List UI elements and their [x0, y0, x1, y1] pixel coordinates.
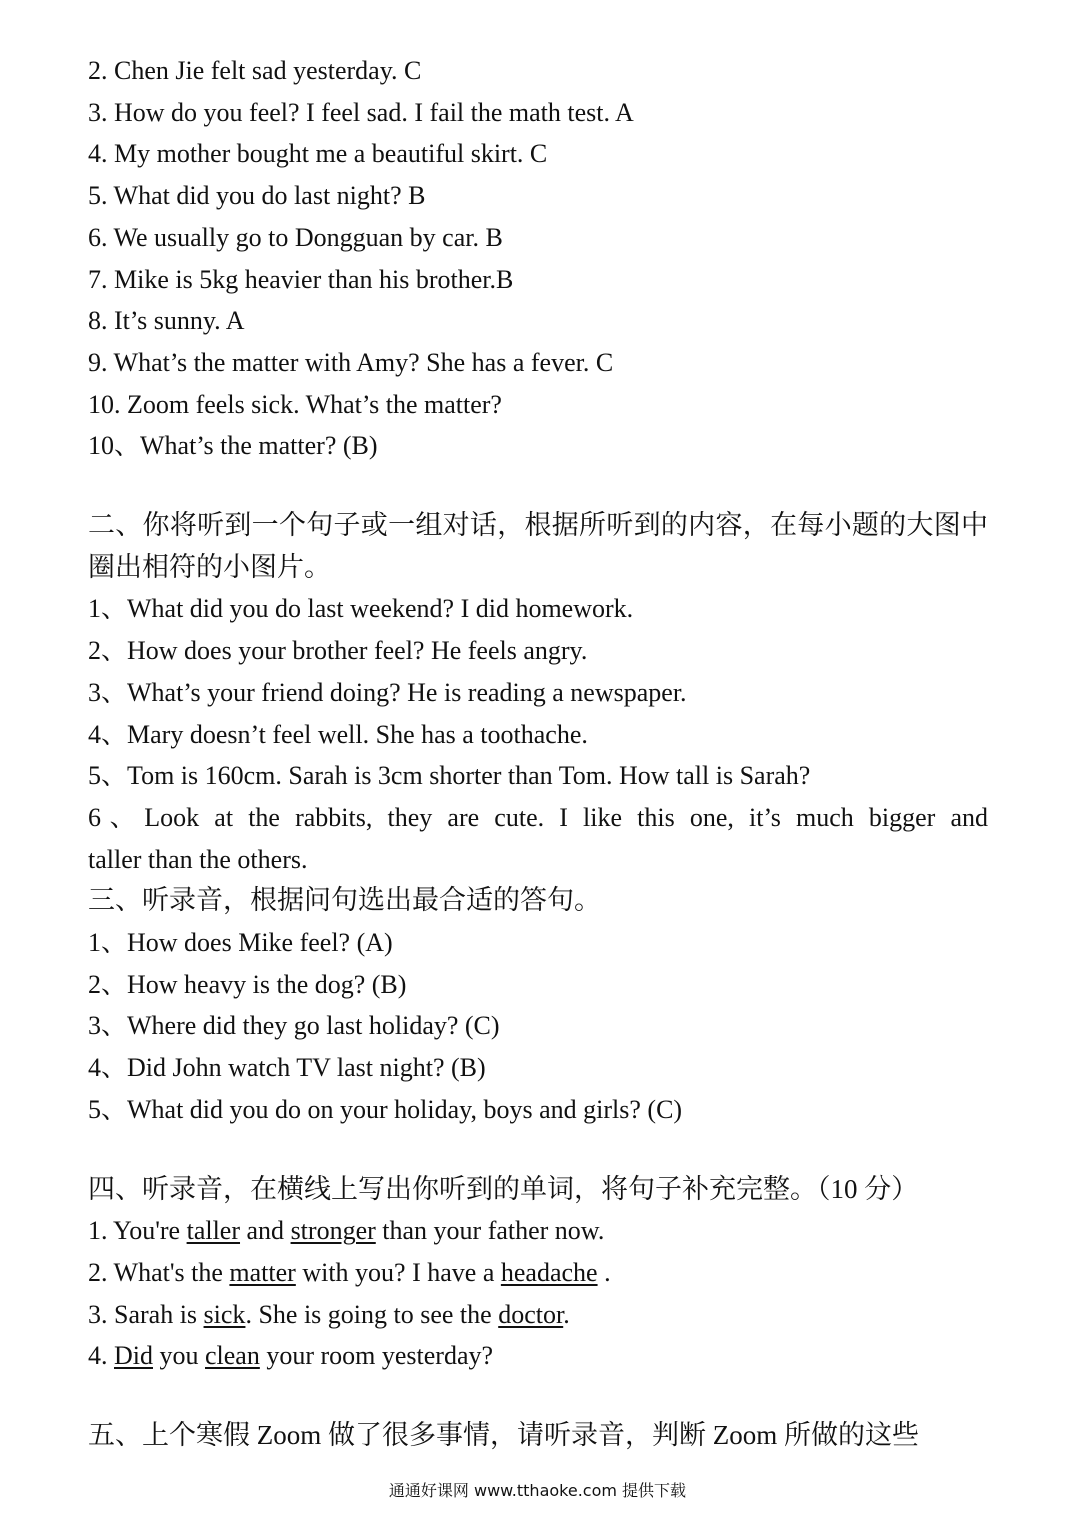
- answer-line: 5. What did you do last night? B: [88, 181, 426, 211]
- transcript-line: 5、What did you do on your holiday, boys and girls? (C): [88, 1094, 683, 1124]
- sentence-text: .: [597, 1257, 611, 1287]
- sentence-text: 3. Sarah is: [88, 1299, 204, 1329]
- spacer: [88, 467, 988, 505]
- sentence-text: your room yesterday?: [259, 1341, 494, 1371]
- answer-line: 10、What’s the matter? (B): [88, 431, 378, 461]
- transcript-line: 2、How does your brother feel? He feels angry.: [88, 636, 588, 666]
- answer-line: 7. Mike is 5kg heavier than his brother.B: [88, 264, 514, 294]
- sentence-text: than your father now.: [375, 1216, 605, 1246]
- filled-blank: clean: [205, 1341, 260, 1371]
- sentence-text: .: [563, 1299, 570, 1329]
- filled-blank: stronger: [290, 1216, 376, 1246]
- section-4: [88, 1169, 988, 1378]
- sentence-text: with you? I have a: [295, 1257, 501, 1287]
- section-2-heading: 二、你将听到一个句子或一组对话，根据所听到的内容，在每小题的大图中圈出相符的小图片。: [88, 510, 988, 582]
- transcript-line: 1、How does Mike feel? (A): [88, 928, 393, 958]
- answer-line: 10. Zoom feels sick. What’s the matter?: [88, 389, 502, 419]
- transcript-line: 3、Where did they go last holiday? (C): [88, 1011, 500, 1041]
- section-2: [88, 505, 988, 880]
- page-footer: 通通好课网 www.tthaoke.com 提供下载: [388, 1481, 687, 1500]
- fill-in-sentence: [88, 1335, 988, 1377]
- section-3-heading: 三、听录音，根据问句选出最合适的答句。: [88, 885, 601, 916]
- sentence-text: you: [153, 1341, 205, 1371]
- fill-in-sentence: [88, 1294, 988, 1336]
- filled-blank: sick: [203, 1299, 246, 1329]
- answer-line: 6. We usually go to Dongguan by car. B: [88, 222, 503, 252]
- document-page: [88, 50, 988, 1457]
- spacer: [88, 1377, 988, 1415]
- sentence-text: . She is going to see the: [245, 1299, 499, 1329]
- transcript-line: taller than the others.: [88, 844, 308, 874]
- sentence-text: 1. You're: [88, 1216, 187, 1246]
- filled-blank: Did: [114, 1341, 153, 1371]
- spacer: [88, 1131, 988, 1169]
- filled-blank: matter: [229, 1257, 296, 1287]
- transcript-line: 3、What’s your friend doing? He is reading a newspaper.: [88, 677, 687, 707]
- answer-line: 3. How do you feel? I feel sad. I fail the math test. A: [88, 97, 634, 127]
- section-1-answers: [88, 50, 988, 467]
- filled-blank: taller: [186, 1216, 241, 1246]
- transcript-line: 1、What did you do last weekend? I did homework.: [88, 594, 634, 624]
- transcript-line: 2、How heavy is the dog? (B): [88, 969, 407, 999]
- answer-line: 9. What’s the matter with Amy? She has a fever. C: [88, 347, 614, 377]
- transcript-line: 4、Did John watch TV last night? (B): [88, 1053, 486, 1083]
- answer-line: 8. It’s sunny. A: [88, 306, 245, 336]
- transcript-line: 6、Look at the rabbits, they are cute. I like this one, it’s much bigger and: [88, 802, 988, 832]
- sentence-text: 4.: [88, 1341, 114, 1371]
- section-5-heading: 五、上个寒假 Zoom 做了很多事情，请听录音，判断 Zoom 所做的这些: [88, 1420, 919, 1451]
- section-5: [88, 1415, 988, 1457]
- answer-line: 2. Chen Jie felt sad yesterday. C: [88, 56, 422, 85]
- transcript-line: 4、Mary doesn’t feel well. She has a toothache.: [88, 719, 588, 749]
- sentence-text: and: [240, 1216, 291, 1246]
- filled-blank: doctor: [498, 1299, 564, 1329]
- fill-in-sentence: [88, 1252, 988, 1294]
- sentence-text: 2. What's the: [88, 1257, 230, 1287]
- answer-line: 4. My mother bought me a beautiful skirt. C: [88, 139, 548, 169]
- section-4-heading: 四、听录音，在横线上写出你听到的单词，将句子补充完整。（10 分）: [88, 1173, 919, 1204]
- section-3: [88, 880, 988, 1130]
- filled-blank: headache: [500, 1257, 598, 1287]
- fill-in-sentence: [88, 1210, 988, 1252]
- transcript-line: 5、Tom is 160cm. Sarah is 3cm shorter than Tom. How tall is Sarah?: [88, 761, 811, 791]
